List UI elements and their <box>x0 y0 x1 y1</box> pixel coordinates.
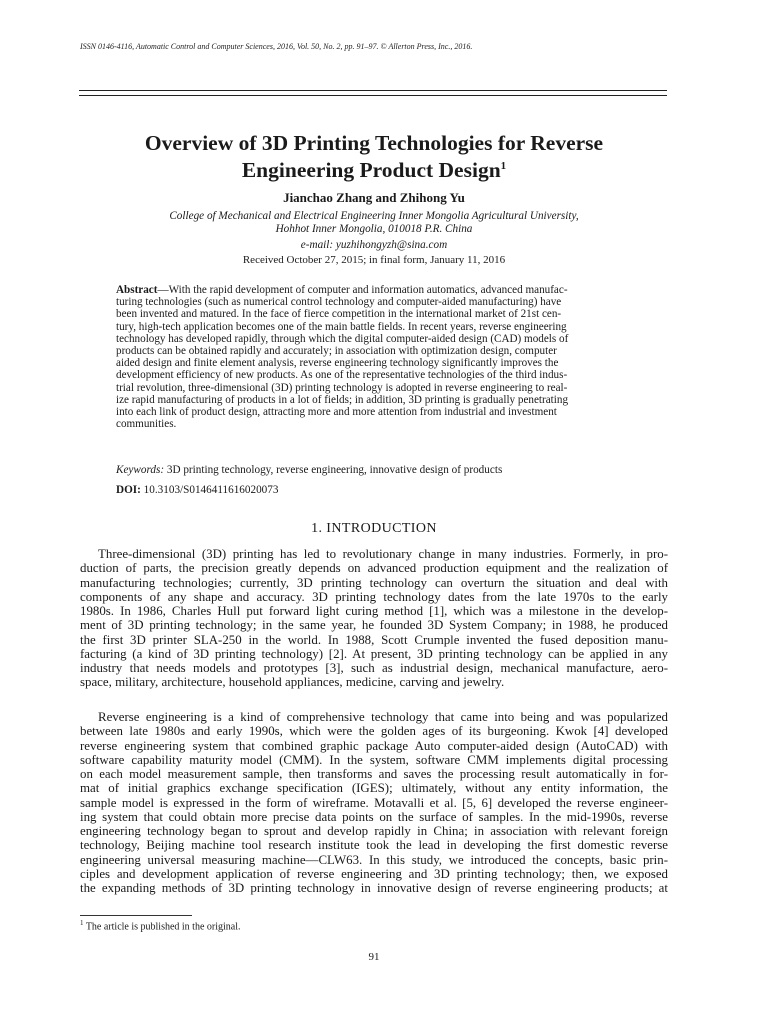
paragraph-line: 1980s. In 1986, Charles Hull put forward light curing method [1], which was a milestone in the develop- <box>80 604 668 618</box>
abstract-line: aided design and finite element analysis, reverse engineering technology significantly improves the <box>116 357 559 370</box>
footnote-rule <box>80 915 192 916</box>
title-line-1: Overview of 3D Printing Technologies for Reverse <box>144 131 604 155</box>
paragraph-line: ment of 3D printing technology; in the same year, he founded 3D System Company; in 1988, he produced <box>80 618 668 633</box>
keywords-label: Keywords: <box>116 464 165 476</box>
journal-citation: ISSN 0146-4116, Automatic Control and Computer Sciences, 2016, Vol. 50, No. 2, pp. 91–97. © Allerton Press, Inc., 2016. <box>80 42 473 51</box>
paragraph-line: mat of initial graphics exchange specification (IGES); ultimately, without any entity information, the <box>80 781 668 796</box>
paragraph-2 <box>80 710 668 895</box>
title-line-2-text: Engineering Product Design <box>241 158 501 182</box>
footnote <box>80 919 241 932</box>
title-footnote-mark: 1 <box>500 159 507 172</box>
received-dates: Received October 27, 2015; in final form, January 11, 2016 <box>242 254 506 266</box>
keywords <box>116 463 636 477</box>
paragraph-line: software capability maturity model (CMM). In the system, software CMM implements digital processing <box>80 752 668 767</box>
article-title <box>80 130 668 184</box>
paragraph-line: components of any shape and accuracy. 3D printing technology dates from the late 1970s to the early <box>80 589 668 604</box>
authors: Jianchao Zhang and Zhihong Yu <box>283 190 465 205</box>
affiliation <box>80 210 668 236</box>
paragraph-line: the expanding methods of 3D printing technology in innovative design of reverse engineering products; at <box>80 881 668 895</box>
paragraph-line: ing system that could obtain more precise data points on the surface of samples. In the mid-1990s, reverse <box>80 809 668 824</box>
abstract-line: trial revolution, three-dimensional (3D) printing technology is adopted in reverse engineering to real- <box>116 381 568 394</box>
paragraph-line: Reverse engineering is a kind of comprehensive technology that came into being and was popularized <box>98 710 668 724</box>
abstract-line-text: —With the rapid development of computer and information automatics, advanced manufac- <box>157 284 568 296</box>
footnote-text: The article is published in the original. <box>83 921 241 933</box>
page-number: 91 <box>368 951 380 963</box>
paragraph-line: the first 3D printer SLA-250 in the world. In 1988, Scott Crumple invented the fused deposition manu- <box>80 632 668 647</box>
section-heading-introduction: 1. INTRODUCTION <box>311 521 437 536</box>
paragraph-line: ciples and development application of reverse engineering and 3D printing technology; then, we exposed <box>80 866 668 881</box>
paragraph-line: reverse engineering system that combined graphic package Auto computer-aided design (AutoCAD) with <box>80 738 668 753</box>
paragraph-line: space, military, architecture, household appliances, medicine, carving and jewelry. <box>80 675 505 690</box>
paragraph-line: duction of parts, the precision greatly depends on advanced production equipment and the realization of <box>80 561 668 576</box>
paragraph-line: industry that needs models and prototypes [3], such as industrial design, mechanical manufacture, aero- <box>80 661 668 675</box>
abstract-line: communities. <box>116 418 177 431</box>
abstract-line: turing technologies (such as numerical control technology and computer-aided manufacturing) have <box>116 296 562 309</box>
paragraph-line: engineering technology began to sprout and develop rapidly in China; in association with relevant foreign <box>80 824 668 838</box>
abstract-label: Abstract <box>116 284 158 296</box>
abstract-line: development efficiency of new products. As one of the representative technologies of the third indus- <box>116 369 568 382</box>
abstract <box>116 284 632 430</box>
abstract-line: products can be obtained rapidly and accurately; in association with optimization design, computer <box>116 345 557 358</box>
paragraph-line: between late 1980s and early 1990s, which were the golden ages of its burgeoning. Kwok [4] developed <box>80 724 668 739</box>
abstract-line: technology has developed rapidly, through which the digital computer-aided design (CAD) models of <box>116 332 569 345</box>
paragraph-line: sample model is expressed in the form of wireframe. Motavalli et al. [5, 6] developed the reverse engineer- <box>80 795 668 810</box>
paragraph-line: facturing (a kind of 3D printing technology) [2]. At present, 3D printing technology can be applied in any <box>80 646 668 661</box>
doi-link[interactable]: 10.3103/S0146411616020073 <box>140 484 279 496</box>
title-line-2 <box>80 157 668 184</box>
doi-label: DOI: <box>116 484 141 496</box>
paragraph-line: manufacturing technologies; currently, 3D printing technology can overturn the situation and deal with <box>80 575 668 590</box>
header-double-rule <box>79 90 667 96</box>
abstract-line: tury, high-tech application becomes one of the main battle fields. In recent years, reverse engineering <box>116 320 567 333</box>
paragraph-line: technology, Beijing machine tool research institute took the lead in developing the first domestic reverse <box>80 838 668 853</box>
paragraph-line: on each model measurement sample, then transforms and saves the processing result automatically in for- <box>80 767 668 781</box>
affiliation-line-1: College of Mechanical and Electrical Engineering Inner Mongolia Agricultural University, <box>169 210 579 222</box>
paragraph-line: Three-dimensional (3D) printing has led to revolutionary change in many industries. Formerly, in pro- <box>98 547 668 561</box>
affiliation-line-2: Hohhot Inner Mongolia, 010018 P.R. China <box>275 223 473 235</box>
abstract-line: ize rapid manufacturing of products in a lot of fields; in addition, 3D printing is gradually penetrating <box>116 393 569 406</box>
abstract-line <box>116 284 632 296</box>
abstract-line: into each link of product design, attracting more and more attention from industrial and investment <box>116 406 557 419</box>
keywords-text: 3D printing technology, reverse engineering, innovative design of products <box>164 464 503 476</box>
paragraph-1 <box>80 547 668 690</box>
abstract-line: been invented and matured. In the face of fierce competition in the international market of 21st cen- <box>116 308 562 321</box>
paragraph-line: engineering universal measuring machine—CLW63. In this study, we introduced the concepts, basic prin- <box>80 852 668 867</box>
doi <box>116 483 636 497</box>
footnote-mark: 1 <box>80 919 84 927</box>
email: e-mail: yuzhihongyzh@sina.com <box>300 239 448 251</box>
